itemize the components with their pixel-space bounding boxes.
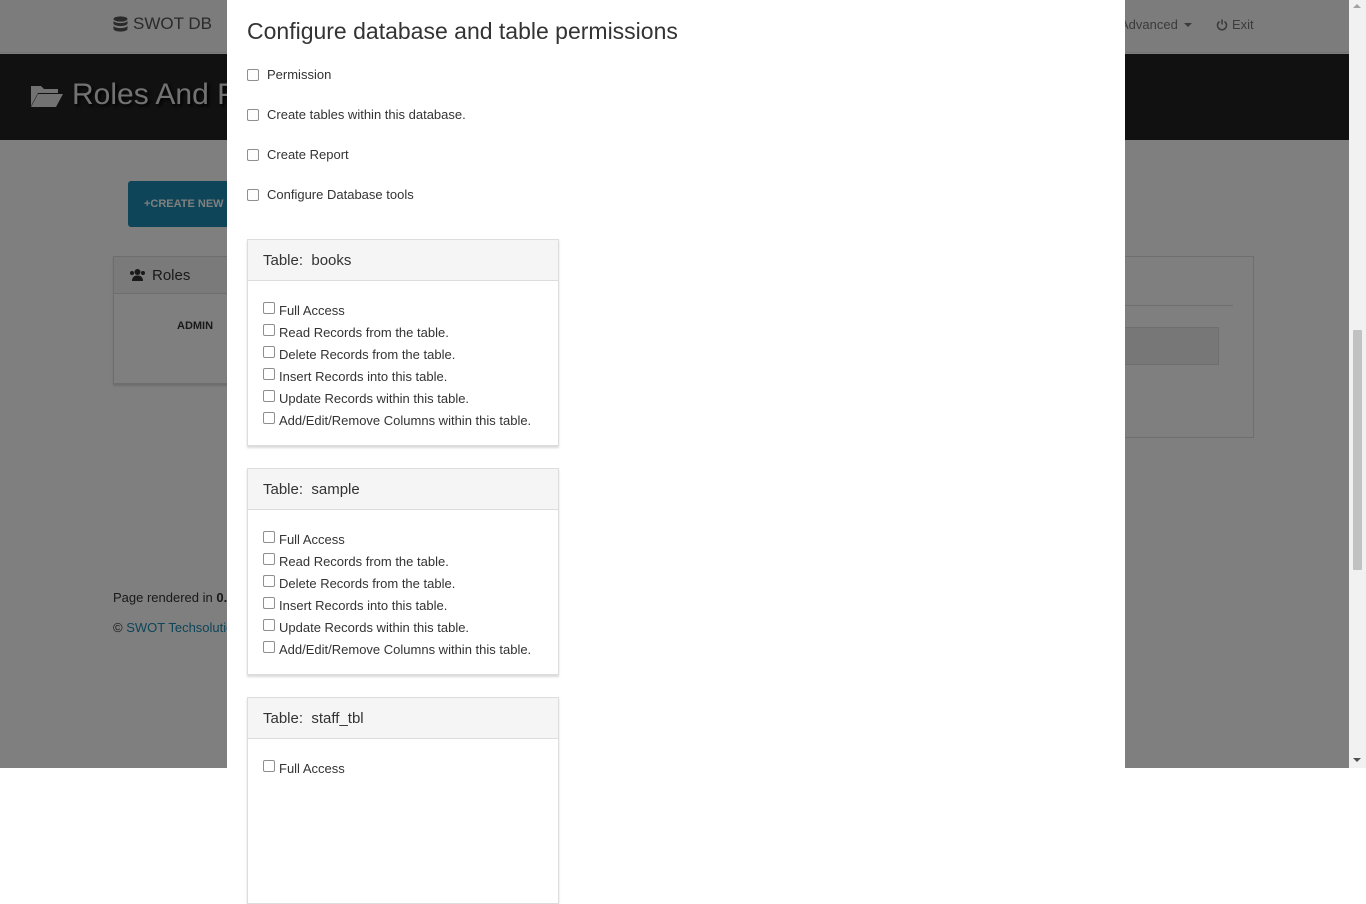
option-label: Delete Records from the table.	[279, 576, 456, 591]
create-report-label: Create Report	[267, 147, 349, 162]
scrollbar-thumb[interactable]	[1353, 330, 1362, 570]
option-label: Insert Records into this table.	[279, 598, 448, 613]
create-tables-checkbox-row[interactable]	[247, 107, 466, 122]
edit-columns-option[interactable]	[263, 639, 543, 661]
full-access-option[interactable]	[263, 300, 543, 322]
configure-db-tools-checkbox-row[interactable]	[247, 187, 414, 202]
read-records-option[interactable]	[263, 322, 543, 344]
edit-columns-checkbox[interactable]	[263, 412, 275, 424]
read-records-option[interactable]	[263, 551, 543, 573]
delete-records-checkbox[interactable]	[263, 346, 275, 358]
option-label: Insert Records into this table.	[279, 369, 448, 384]
read-records-checkbox[interactable]	[263, 324, 275, 336]
insert-records-checkbox[interactable]	[263, 368, 275, 380]
update-records-option[interactable]	[263, 617, 543, 639]
option-label: Read Records from the table.	[279, 554, 449, 569]
edit-columns-option[interactable]	[263, 410, 543, 432]
table-name: sample	[311, 480, 360, 498]
insert-records-option[interactable]	[263, 366, 543, 388]
option-label: Add/Edit/Remove Columns within this table.	[279, 642, 532, 657]
option-label: Update Records within this table.	[279, 620, 470, 635]
option-label: Read Records from the table.	[279, 325, 449, 340]
table-prefix: Table:	[263, 251, 312, 269]
delete-records-option[interactable]	[263, 573, 543, 595]
create-report-checkbox[interactable]	[247, 149, 259, 161]
table-name: books	[311, 251, 352, 269]
table-panel-header	[248, 240, 558, 281]
table-prefix: Table:	[263, 480, 312, 498]
configure-db-tools-checkbox[interactable]	[247, 189, 259, 201]
table-name: staff_tbl	[311, 709, 364, 727]
modal-title: Configure database and table permissions	[247, 18, 678, 44]
option-label: Full Access	[279, 303, 345, 318]
option-label: Add/Edit/Remove Columns within this table.	[279, 413, 532, 428]
full-access-option[interactable]	[263, 758, 543, 780]
option-label: Delete Records from the table.	[279, 347, 456, 362]
read-records-checkbox[interactable]	[263, 553, 275, 565]
insert-records-checkbox[interactable]	[263, 597, 275, 609]
scroll-down-arrow-icon[interactable]	[1353, 758, 1361, 762]
full-access-checkbox[interactable]	[263, 531, 275, 543]
create-tables-checkbox[interactable]	[247, 109, 259, 121]
update-records-checkbox[interactable]	[263, 619, 275, 631]
page-scrollbar[interactable]	[1349, 0, 1366, 768]
table-panel-staff-tbl	[247, 697, 559, 904]
permission-checkbox-row[interactable]	[247, 67, 331, 82]
update-records-checkbox[interactable]	[263, 390, 275, 402]
table-prefix: Table:	[263, 709, 312, 727]
option-label: Full Access	[279, 532, 345, 547]
table-panel-books	[247, 239, 559, 446]
edit-columns-checkbox[interactable]	[263, 641, 275, 653]
option-label: Update Records within this table.	[279, 391, 470, 406]
table-panel-sample	[247, 468, 559, 675]
full-access-checkbox[interactable]	[263, 760, 275, 772]
create-tables-label: Create tables within this database.	[267, 107, 466, 122]
table-panel-header	[248, 469, 558, 510]
full-access-checkbox[interactable]	[263, 302, 275, 314]
delete-records-option[interactable]	[263, 344, 543, 366]
full-access-option[interactable]	[263, 529, 543, 551]
table-panel-header	[248, 698, 558, 739]
permission-label: Permission	[267, 67, 332, 82]
scroll-up-arrow-icon[interactable]	[1353, 4, 1361, 8]
option-label: Full Access	[279, 761, 345, 776]
create-report-checkbox-row[interactable]	[247, 147, 349, 162]
permissions-modal	[227, 0, 1125, 776]
permission-checkbox[interactable]	[247, 69, 259, 81]
update-records-option[interactable]	[263, 388, 543, 410]
delete-records-checkbox[interactable]	[263, 575, 275, 587]
insert-records-option[interactable]	[263, 595, 543, 617]
configure-db-tools-label: Configure Database tools	[267, 187, 414, 202]
